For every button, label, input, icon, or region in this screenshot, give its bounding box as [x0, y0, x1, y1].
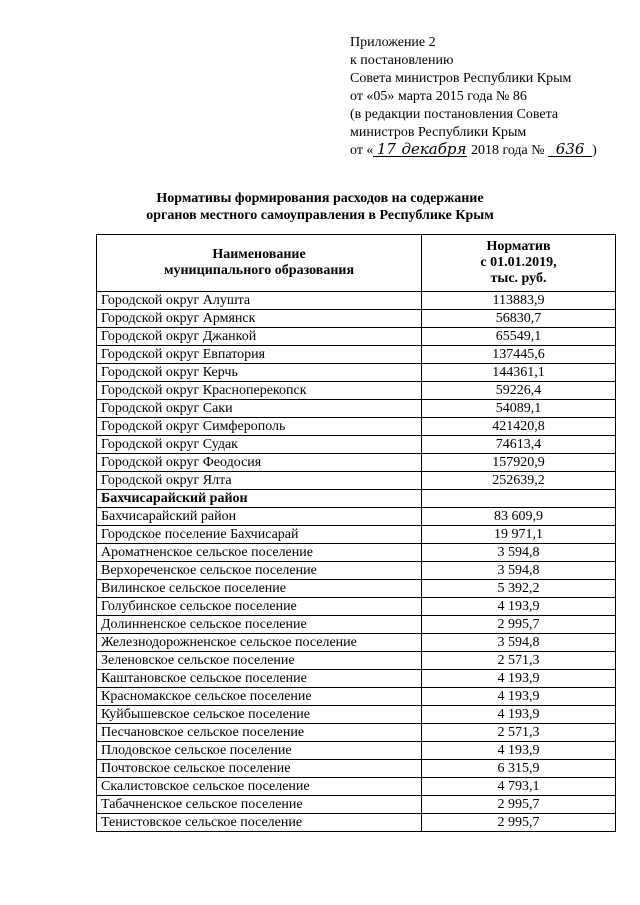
table-row [97, 382, 616, 400]
handwritten-number: 636 [548, 142, 592, 157]
municipality-name: Зеленовское сельское поселение [97, 652, 422, 670]
norm-value: 3 594,8 [422, 544, 616, 562]
appendix-line-7-year: 2018 года № [470, 143, 545, 158]
norm-value: 137445,6 [422, 346, 616, 364]
appendix-line-6: министров Республики Крым [350, 125, 527, 140]
table-row [97, 796, 616, 814]
norm-value: 4 193,9 [422, 688, 616, 706]
municipality-name: Скалистовское сельское поселение [97, 778, 422, 796]
norm-value: 2 995,7 [422, 616, 616, 634]
municipality-name: Бахчисарайский район [97, 508, 422, 526]
norm-value: 6 315,9 [422, 760, 616, 778]
table-header-row [97, 235, 616, 292]
appendix-line-7 [350, 142, 597, 160]
table-row [97, 490, 616, 508]
table-row [97, 346, 616, 364]
header-municipality-line-1: Наименование [212, 247, 306, 262]
municipality-name: Городское поселение Бахчисарай [97, 526, 422, 544]
appendix-line-7-suffix: ) [592, 143, 597, 158]
table-row [97, 706, 616, 724]
title-line-1: Нормативы формирования расходов на содержание [156, 191, 484, 206]
norm-value: 83 609,9 [422, 508, 616, 526]
table-row [97, 814, 616, 832]
handwritten-day: 17 [373, 142, 399, 157]
norm-value: 4 193,9 [422, 706, 616, 724]
norm-value: 5 392,2 [422, 580, 616, 598]
norm-value: 3 594,8 [422, 634, 616, 652]
municipality-name: Городской округ Саки [97, 400, 422, 418]
table-row [97, 292, 616, 310]
norm-value: 59226,4 [422, 382, 616, 400]
appendix-line-4: от «05» марта 2015 года № 86 [350, 89, 527, 104]
norm-value: 54089,1 [422, 400, 616, 418]
table-row [97, 616, 616, 634]
norms-table [96, 234, 616, 832]
appendix-line-5: (в редакции постановления Совета [350, 107, 559, 122]
municipality-name: Верхореченское сельское поселение [97, 562, 422, 580]
table-row [97, 436, 616, 454]
table-row [97, 328, 616, 346]
norm-value: 2 995,7 [422, 796, 616, 814]
table-row [97, 724, 616, 742]
table-row [97, 508, 616, 526]
municipality-name: Городской округ Симферополь [97, 418, 422, 436]
municipality-name: Городской округ Евпатория [97, 346, 422, 364]
municipality-name: Железнодорожненское сельское поселение [97, 634, 422, 652]
municipality-name: Городской округ Феодосия [97, 454, 422, 472]
municipality-name: Городской округ Судак [97, 436, 422, 454]
appendix-line-7-prefix: от « [350, 143, 374, 158]
norm-value: 252639,2 [422, 472, 616, 490]
municipality-name: Городской округ Армянск [97, 310, 422, 328]
table-row [97, 526, 616, 544]
norm-value: 2 571,3 [422, 652, 616, 670]
municipality-name: Долинненское сельское поселение [97, 616, 422, 634]
municipality-name: Городской округ Красноперекопск [97, 382, 422, 400]
norm-value: 74613,4 [422, 436, 616, 454]
header-municipality [97, 235, 422, 292]
table-row [97, 670, 616, 688]
table-row [97, 562, 616, 580]
municipality-name: Вилинское сельское поселение [97, 580, 422, 598]
table-row [97, 364, 616, 382]
appendix-line-2: к постановлению [350, 53, 454, 68]
header-norm [422, 235, 616, 292]
table-row [97, 652, 616, 670]
norm-value: 157920,9 [422, 454, 616, 472]
appendix-line-1: Приложение 2 [350, 35, 436, 50]
municipality-name: Городской округ Керчь [97, 364, 422, 382]
title-line-2: органов местного самоуправления в Республике Крым [146, 208, 494, 223]
table-row [97, 634, 616, 652]
municipality-name: Куйбышевское сельское поселение [97, 706, 422, 724]
municipality-name: Песчановское сельское поселение [97, 724, 422, 742]
norm-value: 144361,1 [422, 364, 616, 382]
table-row [97, 778, 616, 796]
handwritten-month: декабря [401, 140, 467, 158]
norm-value [422, 490, 616, 508]
norm-value: 4 193,9 [422, 670, 616, 688]
table-row [97, 598, 616, 616]
table-row [97, 742, 616, 760]
table-row [97, 418, 616, 436]
table-row [97, 454, 616, 472]
table-row [97, 472, 616, 490]
norm-value: 19 971,1 [422, 526, 616, 544]
appendix-block [350, 34, 597, 160]
header-norm-line-3: тыс. руб. [490, 271, 547, 286]
table-row [97, 580, 616, 598]
municipality-name: Бахчисарайский район [97, 490, 422, 508]
header-norm-line-1: Норматив [486, 239, 551, 254]
municipality-name: Красномакское сельское поселение [97, 688, 422, 706]
document-title [0, 190, 640, 224]
municipality-name: Ароматненское сельское поселение [97, 544, 422, 562]
table-body [97, 292, 616, 832]
table-row [97, 310, 616, 328]
norm-value: 3 594,8 [422, 562, 616, 580]
municipality-name: Тенистовское сельское поселение [97, 814, 422, 832]
norm-value: 4 193,9 [422, 598, 616, 616]
norm-value: 2 571,3 [422, 724, 616, 742]
municipality-name: Городской округ Ялта [97, 472, 422, 490]
municipality-name: Городской округ Алушта [97, 292, 422, 310]
municipality-name: Почтовское сельское поселение [97, 760, 422, 778]
norm-value: 421420,8 [422, 418, 616, 436]
municipality-name: Голубинское сельское поселение [97, 598, 422, 616]
norm-value: 4 193,9 [422, 742, 616, 760]
appendix-line-3: Совета министров Республики Крым [350, 71, 572, 86]
municipality-name: Плодовское сельское поселение [97, 742, 422, 760]
municipality-name: Городской округ Джанкой [97, 328, 422, 346]
norm-value: 2 995,7 [422, 814, 616, 832]
header-norm-line-2: с 01.01.2019, [480, 255, 557, 270]
norm-value: 4 793,1 [422, 778, 616, 796]
table-row [97, 760, 616, 778]
table-row [97, 688, 616, 706]
municipality-name: Каштановское сельское поселение [97, 670, 422, 688]
table-row [97, 544, 616, 562]
norm-value: 113883,9 [422, 292, 616, 310]
table-row [97, 400, 616, 418]
norm-value: 65549,1 [422, 328, 616, 346]
norm-value: 56830,7 [422, 310, 616, 328]
header-municipality-line-2: муниципального образования [163, 263, 355, 278]
municipality-name: Табачненское сельское поселение [97, 796, 422, 814]
